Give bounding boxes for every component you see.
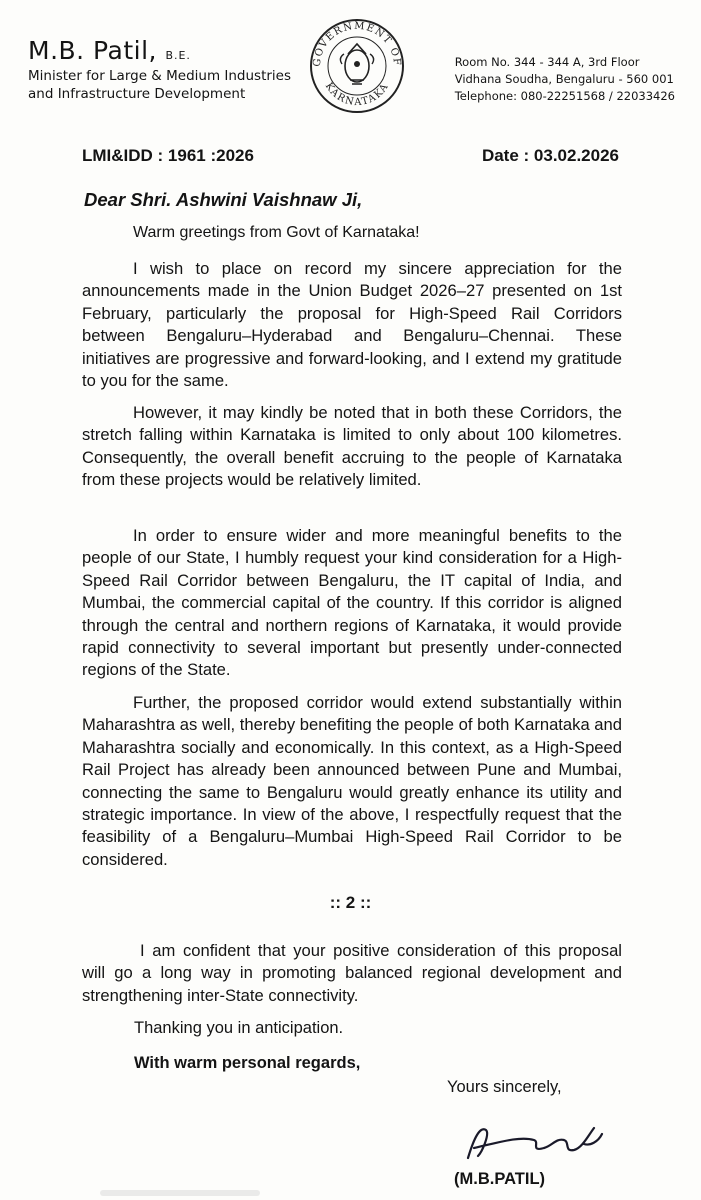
government-seal-icon <box>306 14 408 116</box>
body-paragraph-1: I wish to place on record my sincere appreciation for the announcements made in the Union Budget 2026–27 presented on 1st February, particularly the proposal for High-Speed Rail Corridors between Bengaluru–Hyderabad and Bengaluru–Chennai. These initiatives are progressive and forward-looking, and I extend my gratitude to you for the same. <box>82 259 622 391</box>
minister-role-line2: and Infrastructure Development <box>28 86 246 102</box>
telephone-line: Telephone: 080-22251568 / 22033426 <box>454 89 675 103</box>
salutation: Dear Shri. Ashwini Vaishnaw Ji, <box>84 189 363 210</box>
letterhead-left <box>28 36 291 103</box>
greeting: Warm greetings from Govt of Karnataka! <box>133 224 420 241</box>
page-marker: :: 2 :: <box>329 893 372 912</box>
footer-smudge <box>100 1190 260 1196</box>
reference-number: LMI&IDD : 1961 :2026 <box>82 146 254 165</box>
svg-text:GOVERNMENT OF: GOVERNMENT OF <box>311 20 403 68</box>
body-paragraph-5: I am confident that your positive consideration of this proposal will go a long way in promoting balanced regional development and strengthening inter-State connectivity. <box>82 941 622 1005</box>
minister-qualification: B.E. <box>165 49 191 62</box>
signatory-name: (M.B.PATIL) <box>454 1170 546 1188</box>
closing-line: Yours sincerely, <box>447 1078 562 1096</box>
regards-line: With warm personal regards, <box>134 1054 361 1072</box>
signature-icon <box>460 1118 610 1164</box>
svg-text:KARNATAKA: KARNATAKA <box>322 80 392 109</box>
minister-role-line1: Minister for Large & Medium Industries <box>28 68 292 84</box>
thanks-line: Thanking you in anticipation. <box>134 1019 344 1037</box>
address-line2: Vidhana Soudha, Bengaluru - 560 001 <box>454 72 674 86</box>
address-line1: Room No. 344 - 344 A, 3rd Floor <box>454 55 640 69</box>
minister-name: M.B. Patil, B.E. <box>28 36 191 65</box>
body-paragraph-4: Further, the proposed corridor would extend substantially within Maharashtra as well, thereby benefiting the people of both Karnataka and Maharashtra socially and economically. In this context, as a High-Speed Rail Project has already been announced between Pune and Mumbai, connecting the same to Bengaluru would greatly enhance its utility and strategic importance. In view of the above, I respectfully request that the feasibility of a Bengaluru–Mumbai High-Speed Rail Corridor to be considered. <box>82 693 622 869</box>
letter-date: Date : 03.02.2026 <box>481 146 619 165</box>
body-paragraph-3: In order to ensure wider and more meaningful benefits to the people of our State, I humbly request your kind consideration for a High-Speed Rail Corridor between Bengaluru, the IT capital of India, and Mumbai, the commercial capital of the country. If this corridor is aligned through the central and northern regions of Karnataka, it would provide rapid connectivity to several important but presently under-connected regions of the State. <box>82 526 622 680</box>
body-paragraph-2: However, it may kindly be noted that in both these Corridors, the stretch falling within Karnataka is limited to only about 100 kilometres. Consequently, the overall benefit accruing to the people of Karnataka from these projects would be relatively limited. <box>82 403 622 490</box>
letterhead-address <box>455 54 675 105</box>
